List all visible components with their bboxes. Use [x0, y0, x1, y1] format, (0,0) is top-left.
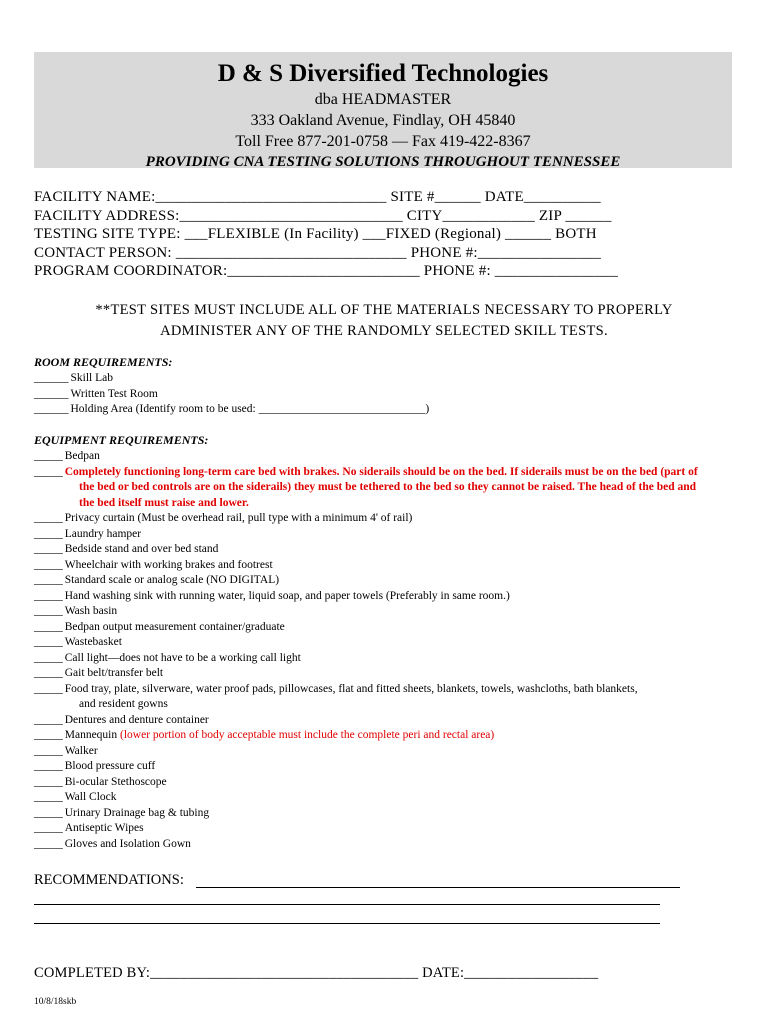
company-phone: Toll Free 877-201-0758 — Fax 419-422-8367 — [235, 133, 531, 150]
checkbox-blank[interactable]: _____ — [34, 837, 63, 850]
equipment-requirements-heading: EQUIPMENT REQUIREMENTS: — [34, 433, 209, 447]
equipment-item-label: Walker — [64, 744, 98, 757]
recommendations-line-2[interactable] — [34, 904, 660, 905]
equipment-item-label: Wash basin — [64, 605, 118, 617]
checkbox-blank[interactable]: _____ — [34, 822, 63, 834]
recommendations-label: RECOMMENDATIONS: — [34, 872, 184, 888]
checkbox-blank[interactable]: ______ — [34, 387, 69, 400]
room-requirements-list — [34, 371, 739, 418]
checkbox-blank[interactable]: _____ — [34, 760, 63, 772]
recommendations-line-1[interactable] — [196, 887, 680, 888]
completed-by-line[interactable]: COMPLETED BY:____________________________________ DATE:__________________ — [34, 965, 599, 981]
equipment-item-label — [63, 728, 739, 744]
equipment-item-label: Food tray, plate, silverware, water proof pads, pillowcases, flat and fitted sheets, blankets, towels, washcloths, bath blankets, — [64, 682, 638, 695]
contact-person-line[interactable]: CONTACT PERSON: ______________________________ PHONE #:________________ — [34, 244, 601, 261]
checkbox-blank[interactable]: _____ — [34, 465, 63, 478]
equipment-item[interactable] — [34, 821, 739, 837]
letterhead — [34, 52, 732, 168]
equipment-item[interactable] — [34, 806, 739, 822]
equipment-item-label: Bedpan — [64, 450, 100, 462]
equipment-item[interactable] — [34, 635, 739, 651]
equipment-item[interactable] — [34, 511, 739, 527]
program-coordinator-line[interactable]: PROGRAM COORDINATOR:_________________________ PHONE #: ________________ — [34, 263, 618, 279]
checkbox-blank[interactable]: _____ — [34, 667, 63, 679]
checkbox-blank[interactable]: _____ — [34, 512, 63, 524]
checkbox-blank[interactable]: _____ — [34, 543, 63, 555]
facility-info — [34, 188, 734, 281]
equipment-item-label: Privacy curtain (Must be overhead rail, pull type with a minimum 4' of rail) — [64, 512, 413, 524]
checkbox-blank[interactable]: ______ — [34, 403, 69, 415]
equipment-item[interactable] — [34, 527, 739, 543]
room-item-label: Written Test Room — [70, 387, 158, 400]
equipment-item-label: Wall Clock — [64, 791, 117, 803]
checkbox-blank[interactable]: _____ — [34, 605, 63, 617]
revision-code: 10/8/18skb — [34, 997, 77, 1007]
equipment-item-label: Bedside stand and over bed stand — [64, 543, 219, 555]
equipment-item-label: Urinary Drainage bag & tubing — [64, 806, 210, 819]
facility-name-line[interactable]: FACILITY NAME:______________________________ SITE #______ DATE__________ — [34, 189, 601, 205]
checkbox-blank[interactable]: _____ — [34, 791, 63, 803]
company-address: 333 Oakland Avenue, Findlay, OH 45840 — [250, 112, 516, 129]
checkbox-blank[interactable]: _____ — [34, 450, 63, 462]
equipment-group-a — [34, 511, 739, 682]
equipment-group-b — [34, 744, 739, 853]
equipment-item[interactable] — [34, 558, 739, 574]
notice-line-2: ADMINISTER ANY OF THE RANDOMLY SELECTED SKILL TESTS. — [160, 323, 608, 339]
facility-address-line[interactable]: FACILITY ADDRESS:_____________________________ CITY____________ ZIP ______ — [34, 207, 612, 224]
equipment-item[interactable] — [34, 775, 739, 791]
equipment-item[interactable] — [34, 604, 739, 620]
equipment-item[interactable] — [34, 573, 739, 589]
equipment-item[interactable] — [34, 713, 739, 729]
room-requirements-heading: ROOM REQUIREMENTS: — [34, 355, 173, 369]
equipment-item-label: Bedpan output measurement container/graduate — [64, 620, 285, 633]
equipment-item-label: Laundry hamper — [64, 527, 142, 540]
notice-line-1: **TEST SITES MUST INCLUDE ALL OF THE MATERIALS NECESSARY TO PROPERLY — [95, 302, 673, 318]
checkbox-blank[interactable]: _____ — [34, 651, 63, 664]
mannequin-note: (lower portion of body acceptable must include the complete peri and rectal area) — [120, 729, 495, 741]
equipment-item[interactable] — [34, 728, 739, 744]
equipment-item[interactable] — [34, 651, 739, 667]
equipment-item[interactable] — [34, 542, 739, 558]
equipment-item-label: Antiseptic Wipes — [64, 822, 144, 834]
checkbox-blank[interactable]: _____ — [34, 713, 63, 726]
checkbox-blank[interactable]: _____ — [34, 574, 63, 586]
company-name: D & S Diversified Technologies — [217, 60, 549, 87]
equipment-item-continued: and resident gowns — [79, 698, 168, 710]
equipment-item[interactable] — [34, 666, 739, 682]
testing-site-type-line[interactable]: TESTING SITE TYPE: ___FLEXIBLE (In Facility) ___FIXED (Regional) ______ BOTH — [34, 226, 597, 242]
checkbox-blank[interactable]: _____ — [34, 527, 63, 540]
equipment-item-bed[interactable] — [34, 465, 739, 481]
mannequin-label: Mannequin — [64, 729, 118, 741]
equipment-item-label: Hand washing sink with running water, liquid soap, and paper towels (Preferably in same room.) — [64, 589, 510, 602]
equipment-item-label: Wheelchair with working brakes and footrest — [64, 558, 273, 571]
bed-requirement-continued: the bed itself must raise and lower. — [79, 496, 249, 509]
equipment-item-label: Gloves and Isolation Gown — [64, 837, 191, 850]
room-item-label: Skill Lab — [70, 372, 113, 384]
recommendations-section — [34, 872, 734, 889]
equipment-item[interactable] — [34, 759, 739, 775]
company-dba: dba HEADMASTER — [314, 91, 452, 108]
equipment-item[interactable] — [34, 589, 739, 605]
equipment-item-label: Call light—does not have to be a working call light — [64, 651, 301, 664]
checkbox-blank[interactable]: _____ — [34, 636, 63, 648]
equipment-item[interactable] — [34, 620, 739, 636]
checkbox-blank[interactable]: _____ — [34, 682, 63, 695]
checkbox-blank[interactable]: _____ — [34, 806, 63, 819]
materials-notice — [34, 300, 734, 342]
checkbox-blank[interactable]: _____ — [34, 620, 63, 633]
equipment-item[interactable] — [34, 837, 739, 853]
equipment-item-label: Dentures and denture container — [64, 713, 209, 726]
bed-requirement-continued: the bed or bed controls are on the siderails) they must be tethered to the bed so they cannot be raised. The head of the bed and — [79, 481, 697, 493]
equipment-item-label: Standard scale or analog scale (NO DIGITAL) — [64, 574, 280, 586]
bed-requirement-text: Completely functioning long-term care bed with brakes. No siderails should be on the bed. If siderails must be on the bed (part of — [64, 465, 698, 478]
checkbox-blank[interactable]: _____ — [34, 589, 63, 602]
equipment-item-label: Wastebasket — [64, 636, 122, 648]
room-item[interactable] — [34, 387, 739, 403]
equipment-item-label: Gait belt/transfer belt — [64, 667, 164, 679]
equipment-requirements-list — [34, 449, 739, 852]
equipment-item[interactable] — [34, 449, 739, 465]
checkbox-blank[interactable]: _____ — [34, 729, 63, 741]
room-item-label: Holding Area (Identify room to be used: _____________________________) — [70, 403, 430, 415]
checkbox-blank[interactable]: ______ — [34, 372, 69, 384]
room-item[interactable] — [34, 402, 739, 418]
equipment-item[interactable] — [34, 744, 739, 760]
company-tagline: PROVIDING CNA TESTING SOLUTIONS THROUGHOUT TENNESSEE — [145, 154, 621, 170]
checkbox-blank[interactable]: _____ — [34, 558, 63, 571]
equipment-item-label: Bi-ocular Stethoscope — [64, 775, 167, 788]
checkbox-blank[interactable]: _____ — [34, 775, 63, 788]
equipment-item[interactable] — [34, 682, 739, 698]
recommendations-line-3[interactable] — [34, 923, 660, 924]
equipment-item[interactable] — [34, 790, 739, 806]
equipment-item-label: Blood pressure cuff — [64, 760, 156, 772]
checkbox-blank[interactable]: _____ — [34, 744, 63, 757]
room-item[interactable] — [34, 371, 739, 387]
